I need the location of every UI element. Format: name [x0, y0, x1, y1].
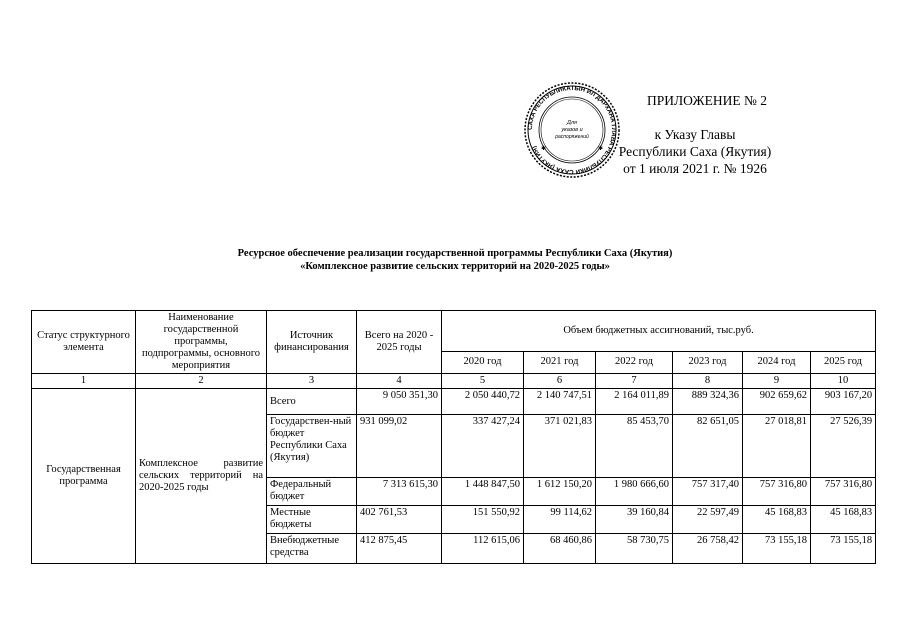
- column-number: 8: [673, 374, 743, 389]
- value-cell: 902 659,62: [743, 389, 811, 415]
- header-status: Статус структурного элемента: [32, 311, 136, 374]
- value-cell: 73 155,18: [811, 534, 876, 564]
- seal-center-line2: указов и: [561, 127, 583, 133]
- header-source: Источник финансирования: [267, 311, 357, 374]
- value-cell: 58 730,75: [596, 534, 673, 564]
- value-cell: 2 140 747,51: [524, 389, 596, 415]
- source-cell: Федеральный бюджет: [267, 478, 357, 506]
- column-number: 2: [136, 374, 267, 389]
- header-year: 2022 год: [596, 351, 673, 374]
- source-cell: Всего: [267, 389, 357, 415]
- total-cell: 9 050 351,30: [357, 389, 442, 415]
- value-cell: 45 168,83: [811, 506, 876, 534]
- source-cell: Внебюджетные средства: [267, 534, 357, 564]
- column-number: 5: [442, 374, 524, 389]
- value-cell: 27 018,81: [743, 415, 811, 478]
- column-number: 4: [357, 374, 442, 389]
- column-number: 1: [32, 374, 136, 389]
- seal-center-line3: распоряжений: [555, 134, 589, 140]
- appendix-title: ПРИЛОЖЕНИЕ № 2: [646, 93, 768, 108]
- value-cell: 371 021,83: [524, 415, 596, 478]
- appendix-line-1: к Указу Главы: [654, 127, 736, 142]
- program-name-cell: Комплексное развитие сельских территорий на 2020-2025 годы: [136, 389, 267, 564]
- column-number: 7: [596, 374, 673, 389]
- total-cell: 7 313 615,30: [357, 478, 442, 506]
- value-cell: 82 651,05: [673, 415, 743, 478]
- value-cell: 85 453,70: [596, 415, 673, 478]
- value-cell: 903 167,20: [811, 389, 876, 415]
- value-cell: 99 114,62: [524, 506, 596, 534]
- value-cell: 73 155,18: [743, 534, 811, 564]
- resource-table: [31, 310, 876, 564]
- header-name: Наименование государственной программы, подпрограммы, основного мероприятия: [136, 311, 267, 374]
- value-cell: 1 612 150,20: [524, 478, 596, 506]
- heading-line-2: «Комплексное развитие сельских территорий на 2020-2025 годы»: [300, 261, 610, 272]
- value-cell: 757 316,80: [811, 478, 876, 506]
- value-cell: 757 316,80: [743, 478, 811, 506]
- value-cell: 68 460,86: [524, 534, 596, 564]
- header-year: 2023 год: [673, 351, 743, 374]
- header-year: 2024 год: [743, 351, 811, 374]
- value-cell: 757 317,40: [673, 478, 743, 506]
- header-budget: Объем бюджетных ассигнований, тыс.руб.: [442, 311, 876, 352]
- value-cell: 27 526,39: [811, 415, 876, 478]
- value-cell: 2 050 440,72: [442, 389, 524, 415]
- column-number: 9: [743, 374, 811, 389]
- column-number: 3: [267, 374, 357, 389]
- value-cell: 1 448 847,50: [442, 478, 524, 506]
- heading-line-1: Ресурсное обеспечение реализации государственной программы Республики Саха (Якутия): [237, 248, 673, 259]
- value-cell: 2 164 011,89: [596, 389, 673, 415]
- header-year: 2025 год: [811, 351, 876, 374]
- seal-center-line1: Для: [567, 120, 577, 126]
- seal-ring-text: САХА РЕСПУБЛИКАТЫН ИЛ ДАРХАНА ГЛАВА РЕСПУБЛИКИ САХА (ЯКУТИЯ): [526, 84, 618, 176]
- header-total: Всего на 2020 - 2025 годы: [357, 311, 442, 374]
- column-number: 6: [524, 374, 596, 389]
- seal-star-left-icon: ✱: [541, 146, 547, 152]
- document-heading: [60, 247, 850, 273]
- value-cell: 112 615,06: [442, 534, 524, 564]
- total-cell: 402 761,53: [357, 506, 442, 534]
- source-cell: Государствен-ный бюджет Республики Саха (Якутия): [267, 415, 357, 478]
- value-cell: 39 160,84: [596, 506, 673, 534]
- table-row: [32, 389, 876, 415]
- value-cell: 22 597,49: [673, 506, 743, 534]
- status-cell: Государственная программа: [32, 389, 136, 564]
- value-cell: 889 324,36: [673, 389, 743, 415]
- value-cell: 337 427,24: [442, 415, 524, 478]
- column-number-row: [32, 374, 876, 389]
- total-cell: 931 099,02: [357, 415, 442, 478]
- value-cell: 45 168,83: [743, 506, 811, 534]
- value-cell: 151 550,92: [442, 506, 524, 534]
- seal-star-right-icon: ✱: [598, 146, 604, 152]
- total-cell: 412 875,45: [357, 534, 442, 564]
- appendix-line-3: от 1 июля 2021 г. № 1926: [623, 161, 767, 176]
- value-cell: 1 980 666,60: [596, 478, 673, 506]
- appendix-line-2: Республики Саха (Якутия): [618, 144, 772, 159]
- value-cell: 26 758,42: [673, 534, 743, 564]
- column-number: 10: [811, 374, 876, 389]
- header-year: 2021 год: [524, 351, 596, 374]
- source-cell: Местные бюджеты: [267, 506, 357, 534]
- header-year: 2020 год: [442, 351, 524, 374]
